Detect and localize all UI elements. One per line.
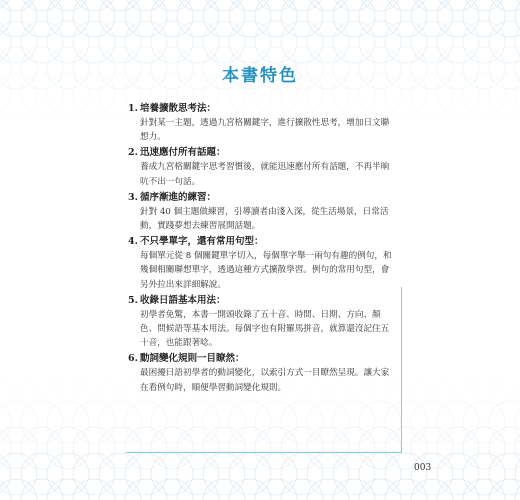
feature-heading-text: 循序漸進的練習： xyxy=(140,191,217,203)
pattern-circle xyxy=(151,21,193,63)
pattern-circle xyxy=(177,21,219,63)
pattern-circle xyxy=(151,453,193,495)
feature-number: 1. xyxy=(128,103,138,114)
pattern-circle xyxy=(281,21,323,63)
pattern-circle xyxy=(307,453,349,495)
feature-heading xyxy=(128,294,396,308)
pattern-circle xyxy=(333,427,375,469)
top-pattern-decoration xyxy=(0,0,520,118)
feature-body: 針對某一主題，透過九宮格關鍵字，進行擴散性思考，增加日文聯想力。 xyxy=(140,118,390,143)
pattern-circle xyxy=(177,427,219,469)
pattern-circle xyxy=(73,401,115,443)
feature-body: 養成九宮格關鍵字思考習慣後，就能迅速應付所有話題，不再半晌吭不出一句話。 xyxy=(140,162,390,187)
pattern-circle xyxy=(99,401,141,443)
pattern-circle xyxy=(125,427,167,469)
pattern-circle xyxy=(307,0,349,11)
feature-heading-text: 迅速應付所有話題： xyxy=(140,147,226,159)
pattern-circle xyxy=(73,0,115,11)
pattern-circle xyxy=(359,21,401,63)
pattern-circle xyxy=(21,453,63,495)
pattern-circle xyxy=(411,0,453,11)
pattern-circle xyxy=(203,401,245,443)
feature-body: 針對 40 個主題做練習，引導讀者由淺入深，從生活場景，日常活動，實踐夢想去練習展開話題。 xyxy=(140,206,389,232)
pattern-circle xyxy=(99,453,141,495)
pattern-circle xyxy=(177,453,219,495)
pattern-circle xyxy=(385,401,427,443)
pattern-circle xyxy=(255,453,297,495)
pattern-circle xyxy=(0,21,11,63)
pattern-circle xyxy=(203,21,245,63)
pattern-circle xyxy=(125,0,167,11)
feature-heading xyxy=(128,235,396,249)
pattern-circle xyxy=(411,21,453,63)
pattern-circle xyxy=(463,427,505,469)
feature-heading xyxy=(128,146,396,160)
feature-body: 初學者免驚，本書一開頭收錄了五十音、時間、日期、方向、顏色、問候語等基本用法。每個字也有附羅馬拼音，就算還沒記住五十音，也能跟著唸。 xyxy=(140,309,390,349)
pattern-circle xyxy=(333,0,375,11)
pattern-circle xyxy=(0,453,11,495)
pattern-circle xyxy=(229,401,271,443)
pattern-circle xyxy=(47,453,89,495)
pattern-circle xyxy=(463,21,505,63)
pattern-circle xyxy=(411,453,453,495)
feature-body: 每個單元從 8 個關鍵單字切入，每個單字舉一兩句有趣的例句，和幾個相關聯想單字，透過這種方式擴散學習。例句的常用句型，會另外拉出來詳細解說。 xyxy=(140,251,392,290)
pattern-circle xyxy=(73,21,115,63)
pattern-circle xyxy=(255,401,297,443)
pattern-circle xyxy=(411,401,453,443)
pattern-circle xyxy=(255,21,297,63)
feature-heading-text: 培養擴散思考法： xyxy=(140,103,217,114)
pattern-circle xyxy=(463,401,505,443)
feature-item xyxy=(128,191,396,233)
pattern-circle xyxy=(515,453,520,495)
bottom-pattern-decoration xyxy=(0,380,520,500)
pattern-circle xyxy=(73,427,115,469)
feature-list xyxy=(128,102,396,397)
pattern-circle xyxy=(47,427,89,469)
pattern-circle xyxy=(333,401,375,443)
pattern-circle xyxy=(0,401,11,443)
pattern-circle xyxy=(359,401,401,443)
pattern-circle xyxy=(307,427,349,469)
feature-heading-text: 動詞變化規則一目瞭然： xyxy=(140,353,245,365)
feature-item xyxy=(128,102,396,144)
pattern-circle xyxy=(99,0,141,11)
feature-number: 3. xyxy=(128,191,138,203)
pattern-circle xyxy=(281,427,323,469)
pattern-circle xyxy=(47,0,89,11)
pattern-circle xyxy=(47,21,89,63)
pattern-circle xyxy=(437,453,479,495)
pattern-circle xyxy=(21,0,63,11)
pattern-circle xyxy=(281,453,323,495)
pattern-circle xyxy=(99,21,141,63)
pattern-circle xyxy=(281,401,323,443)
pattern-circle xyxy=(21,21,63,63)
pattern-circle xyxy=(437,427,479,469)
pattern-circle xyxy=(359,453,401,495)
pattern-circle xyxy=(463,453,505,495)
pattern-circle xyxy=(125,453,167,495)
feature-heading xyxy=(128,191,396,205)
feature-number: 2. xyxy=(128,147,138,159)
feature-item xyxy=(128,352,396,394)
pattern-circle xyxy=(229,453,271,495)
pattern-circle xyxy=(255,0,297,11)
frame-line-vertical xyxy=(401,287,402,452)
pattern-circle xyxy=(0,0,37,37)
pattern-circle xyxy=(21,427,63,469)
feature-heading-text: 不只學單字，還有常用句型： xyxy=(140,236,264,248)
pattern-circle xyxy=(515,21,520,63)
pattern-circle xyxy=(281,0,323,11)
pattern-circle xyxy=(489,0,520,11)
pattern-circle xyxy=(203,0,245,11)
frame-line-horizontal xyxy=(126,452,402,453)
feature-heading-text: 收錄日語基本用法： xyxy=(140,294,226,306)
pattern-circle xyxy=(0,427,11,469)
feature-item xyxy=(128,294,396,351)
pattern-circle xyxy=(151,401,193,443)
pattern-circle xyxy=(229,0,271,11)
pattern-circle xyxy=(385,453,427,495)
pattern-circle xyxy=(437,401,479,443)
feature-number: 4. xyxy=(128,236,138,248)
feature-heading xyxy=(128,102,396,116)
pattern-circle xyxy=(385,21,427,63)
pattern-circle xyxy=(177,0,219,11)
pattern-circle xyxy=(229,427,271,469)
pattern-circle xyxy=(21,401,63,443)
feature-heading xyxy=(128,352,396,366)
feature-item xyxy=(128,235,396,292)
page-title: 本書特色 xyxy=(222,66,298,86)
pattern-circle xyxy=(151,0,193,11)
pattern-circle xyxy=(73,453,115,495)
pattern-circle xyxy=(151,427,193,469)
pattern-circle xyxy=(359,427,401,469)
pattern-circle xyxy=(307,401,349,443)
pattern-circle xyxy=(255,427,297,469)
feature-body: 最困擾日語初學者的動詞變化，以索引方式一目瞭然呈現。讓大家在看例句時，順便學習動詞變化規則。 xyxy=(140,368,390,393)
pattern-circle xyxy=(515,401,520,443)
feature-number: 5. xyxy=(128,294,138,306)
pattern-circle xyxy=(515,479,520,500)
pattern-circle xyxy=(333,21,375,63)
pattern-circle xyxy=(125,401,167,443)
pattern-circle xyxy=(359,0,401,11)
pattern-circle xyxy=(437,21,479,63)
pattern-circle xyxy=(515,427,520,469)
pattern-circle xyxy=(463,0,505,11)
pattern-circle xyxy=(177,401,219,443)
pattern-circle xyxy=(437,0,479,11)
pattern-circle xyxy=(99,427,141,469)
feature-number: 6. xyxy=(128,353,138,365)
pattern-circle xyxy=(229,21,271,63)
pattern-circle xyxy=(0,380,37,417)
page-number: 003 xyxy=(414,463,432,473)
pattern-circle xyxy=(203,453,245,495)
pattern-circle xyxy=(333,453,375,495)
pattern-circle xyxy=(125,21,167,63)
pattern-circle xyxy=(307,21,349,63)
pattern-circle xyxy=(203,427,245,469)
pattern-circle xyxy=(385,0,427,11)
feature-item xyxy=(128,146,396,188)
pattern-circle xyxy=(47,401,89,443)
